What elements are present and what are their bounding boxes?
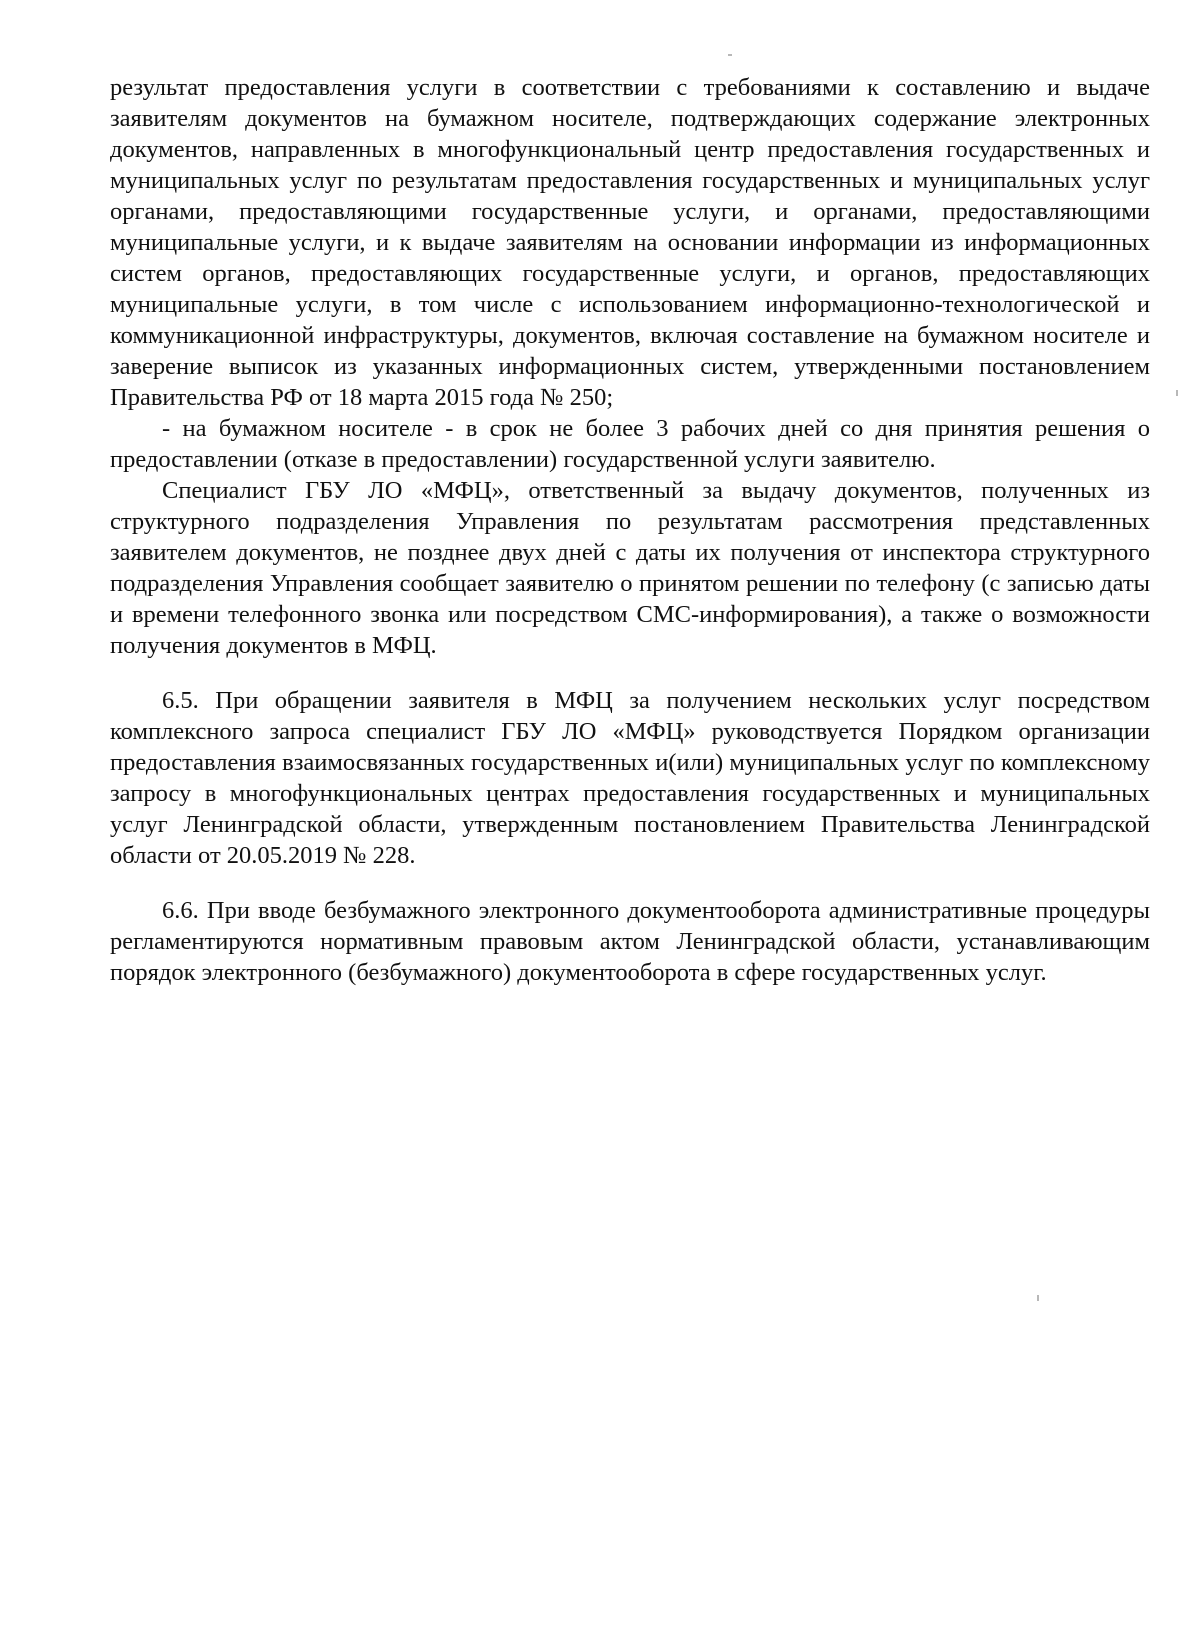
scan-speck	[1176, 390, 1178, 396]
paragraph-section-6-6: 6.6. При вводе безбумажного электронного документооборота административные процедуры регламентируются нормативным правовым актом Ленинградской области, устанавливающим порядок электронного (безбумажного) документооборота в сфере государственных услуг.	[110, 897, 1150, 986]
scan-speck	[1037, 1295, 1039, 1301]
paragraph-paper-deadline: - на бумажном носителе - в срок не более 3 рабочих дней со дня принятия решения о предоставлении (отказе в предоставлении) государственной услуги заявителю.	[110, 415, 1150, 473]
paragraph-specialist-notice: Специалист ГБУ ЛО «МФЦ», ответственный за выдачу документов, полученных из структурного подразделения Управления по результатам рассмотрения представленных заявителем документов, не позднее двух дней с даты их получения от инспектора структурного подразделения Управления сообщает заявителю о принятом решении по телефону (с записью даты и времени телефонного звонка или посредством СМС-информирования), а также о возможности получения документов в МФЦ.	[110, 477, 1150, 659]
paragraph-result-continuation: результат предоставления услуги в соответствии с требованиями к составлению и выдаче заявителям документов на бумажном носителе, подтверждающих содержание электронных документов, направленных в многофункциональный центр предоставления государственных и муниципальных услуг по результатам предоставления государственных и муниципальных услуг органами, предоставляющими государственные услуги, и органами, предоставляющими муниципальные услуги, и к выдаче заявителям на основании информации из информационных систем органов, предоставляющих государственные услуги, и органов, предоставляющих муниципальные услуги, в том числе с использованием информационно-технологической и коммуникационной инфраструктуры, документов, включая составление на бумажном носителе и заверение выписок из указанных информационных систем, утвержденными постановлением Правительства РФ от 18 марта 2015 года № 250;	[110, 74, 1150, 411]
scan-speck	[728, 54, 732, 56]
document-body	[110, 72, 1150, 988]
paragraph-section-6-5: 6.5. При обращении заявителя в МФЦ за получением нескольких услуг посредством комплексного запроса специалист ГБУ ЛО «МФЦ» руководствуется Порядком организации предоставления взаимосвязанных государственных и(или) муниципальных услуг по комплексному запросу в многофункциональных центрах предоставления государственных и муниципальных услуг Ленинградской области, утвержденным постановлением Правительства Ленинградской области от 20.05.2019 № 228.	[110, 687, 1150, 869]
